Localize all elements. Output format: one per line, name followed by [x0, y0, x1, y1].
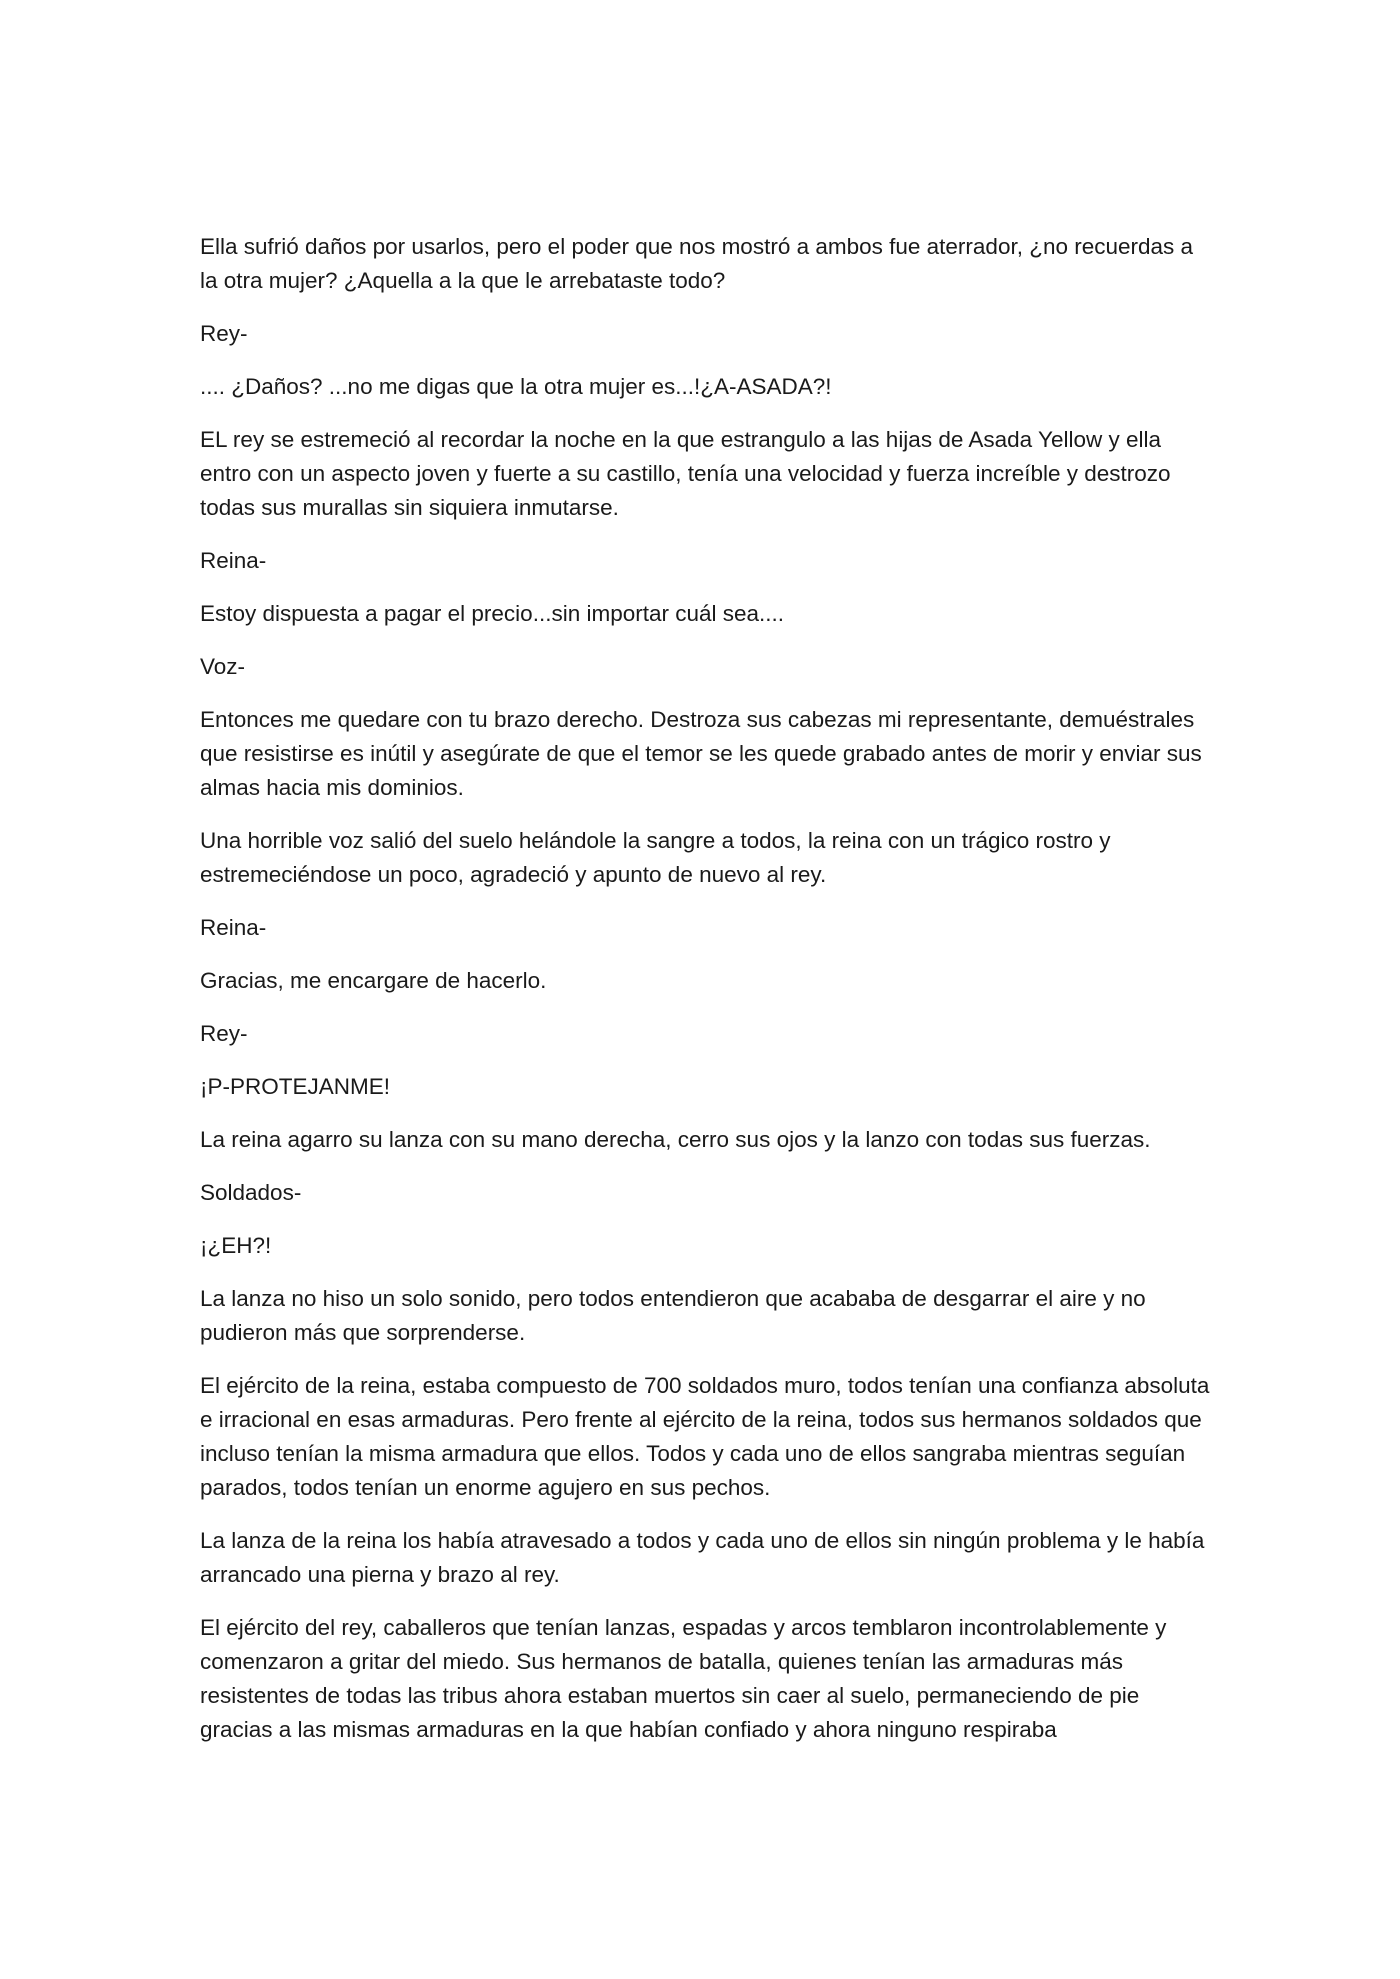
- paragraph-6: Estoy dispuesta a pagar el precio...sin importar cuál sea....: [200, 601, 785, 626]
- speaker-label-rey: Rey-: [200, 1021, 248, 1046]
- paragraph-20: El ejército del rey, caballeros que tenían lanzas, espadas y arcos temblaron incontrolablemente y comenzaron a gritar del miedo. Sus hermanos de batalla, quienes tenían las armaduras más resistentes de todas las tribus ahora estaban muertos sin caer al suelo, permaneciendo de pie gracias a las mismas armaduras en la que habían confiado y ahora ninguno respiraba: [200, 1615, 1167, 1742]
- speaker-label-reina: Reina-: [200, 915, 267, 940]
- paragraph-11: Gracias, me encargare de hacerlo.: [200, 968, 547, 993]
- paragraph-13: ¡P-PROTEJANME!: [200, 1074, 391, 1099]
- paragraph-19: La lanza de la reina los había atravesado a todos y cada uno de ellos sin ningún problema y le había arrancado una pierna y brazo al rey.: [200, 1528, 1205, 1587]
- paragraph-3: .... ¿Daños? ...no me digas que la otra mujer es...!¿A-ASADA?!: [200, 374, 832, 399]
- speaker-label-voz: Voz-: [200, 654, 246, 679]
- paragraph-4: EL rey se estremeció al recordar la noche en la que estrangulo a las hijas de Asada Yellow y ella entro con un aspecto joven y fuerte a su castillo, tenía una velocidad y fuerza increíble y destrozo todas sus murallas sin siquiera inmutarse.: [200, 427, 1171, 520]
- paragraph-18: El ejército de la reina, estaba compuesto de 700 soldados muro, todos tenían una confianza absoluta e irracional en esas armaduras. Pero frente al ejército de la reina, todos sus hermanos soldados que incluso tenían la misma armadura que ellos. Todos y cada uno de ellos sangraba mientras seguían parados, todos tenían un enorme agujero en sus pechos.: [200, 1373, 1210, 1500]
- paragraph-9: Una horrible voz salió del suelo helándole la sangre a todos, la reina con un trágico rostro y estremeciéndose un poco, agradeció y apunto de nuevo al rey.: [200, 828, 1111, 887]
- paragraph-8: Entonces me quedare con tu brazo derecho. Destroza sus cabezas mi representante, demuéstrales que resistirse es inútil y asegúrate de que el temor se les quede grabado antes de morir y enviar sus almas hacia mis dominios.: [200, 707, 1202, 800]
- paragraph-14: La reina agarro su lanza con su mano derecha, cerro sus ojos y la lanzo con todas sus fuerzas.: [200, 1127, 1151, 1152]
- speaker-label-rey: Rey-: [200, 321, 248, 346]
- speaker-label-soldados: Soldados-: [200, 1180, 302, 1205]
- paragraph-16: ¡¿EH?!: [200, 1233, 272, 1258]
- paragraph-17: La lanza no hiso un solo sonido, pero todos entendieron que acababa de desgarrar el aire y no pudieron más que sorprenderse.: [200, 1286, 1146, 1345]
- speaker-label-reina: Reina-: [200, 548, 267, 573]
- paragraph-1: Ella sufrió daños por usarlos, pero el poder que nos mostró a ambos fue aterrador, ¿no recuerdas a la otra mujer? ¿Aquella a la que le arrebataste todo?: [200, 234, 1194, 293]
- document-body: [200, 230, 1210, 1766]
